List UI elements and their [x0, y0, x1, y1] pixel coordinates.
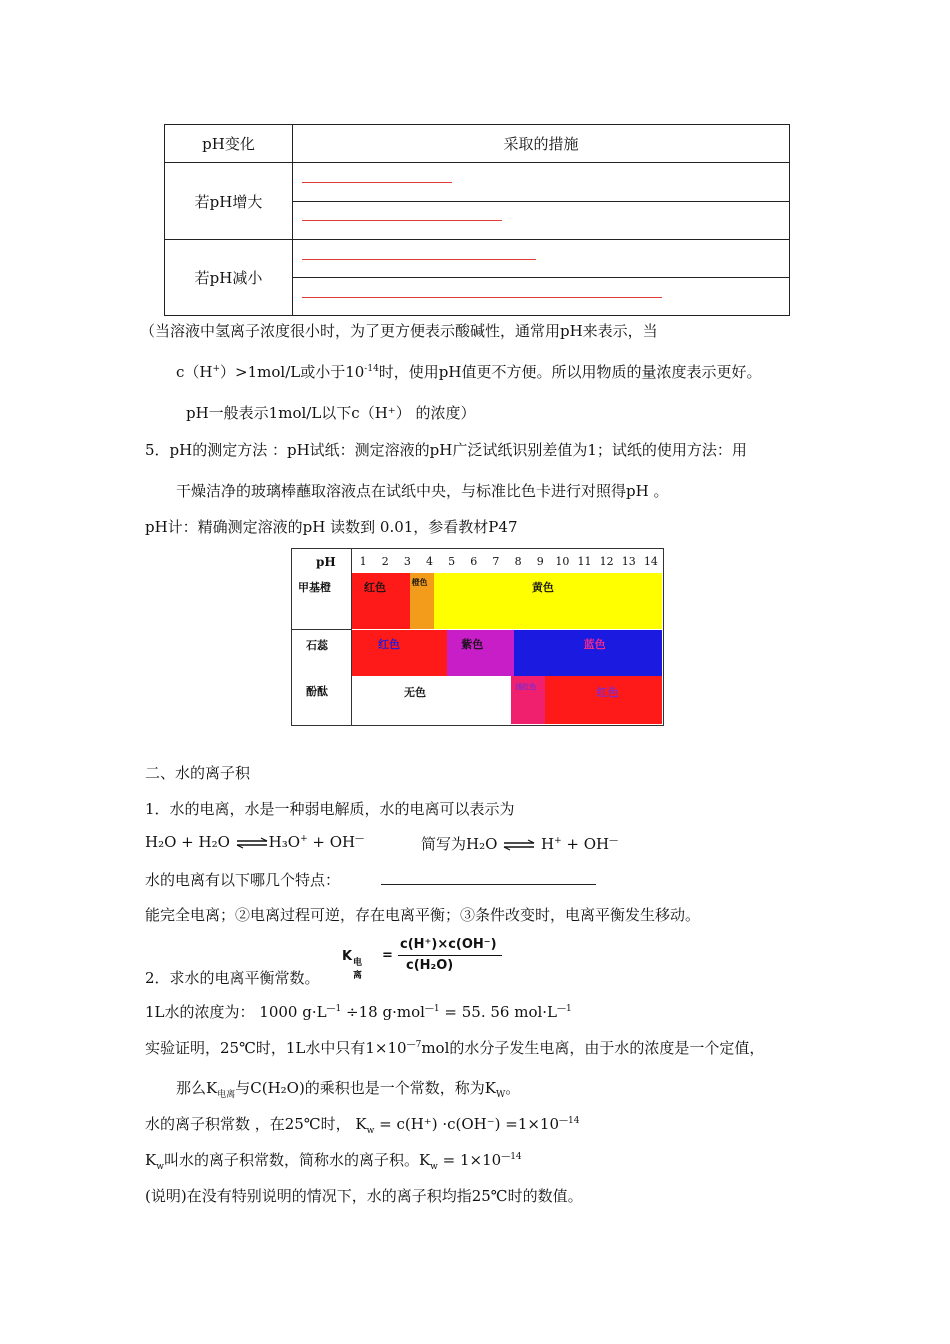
ph-tick-label: 12 [599, 555, 614, 568]
methyl-orange-red-band: 红色 [352, 573, 410, 629]
methyl-orange-orange-band: 橙色 [410, 573, 434, 629]
paragraph: pH计：精确测定溶液的pH 读数到 0.01，参看教材P47 [145, 518, 518, 536]
paragraph: $K_w$叫水的离子积常数，简称水的离子积。$K_w = 1\times 10^{—14}$ [145, 1151, 522, 1172]
ph-tick-label: 1 [359, 555, 367, 568]
ph-tick-label: 7 [492, 555, 500, 568]
ph-tick-label: 3 [403, 555, 411, 568]
paragraph: 那么$K_{电离}$与C(H₂O)的乘积也是一个常数，称为$K_W$。 [176, 1079, 521, 1100]
equation-full: H₂O + H₂O H₃O+ + OH— [145, 833, 365, 851]
divider [292, 629, 352, 630]
table-header-ph-change: pH变化 [165, 125, 293, 163]
ph-tick-label: 4 [426, 555, 433, 568]
ph-tick-label: 9 [536, 555, 544, 568]
paragraph: 干燥洁净的玻璃棒蘸取溶液点在试纸中央，与标准比色卡进行对照得pH 。 [176, 482, 669, 500]
paragraph: 1．水的电离，水是一种弱电解质，水的电离可以表示为 [145, 800, 515, 818]
litmus-purple-band: 紫色 [447, 630, 513, 676]
ph-tick-label: 6 [470, 555, 478, 568]
litmus-blue-band: 蓝色 [514, 630, 662, 676]
indicator-color-chart [291, 548, 664, 726]
indicator-methyl-orange: 甲基橙 [298, 581, 331, 594]
paragraph: 2．求水的电离平衡常数。 [145, 969, 320, 987]
paragraph: 水的离子积常数 ，在25℃时， $K_w = c(H^+) \cdot c(OH^-) =1\times 10^{—14}$ [145, 1115, 580, 1136]
paragraph: 实验证明，25℃时，1L水中只有$1\times 10^{—7}mol$的水分子发生电离，由于水的浓度是一个定值， [145, 1039, 765, 1057]
paragraph: c（H+）>1mol/L或小于$10^{-14}$时，使用pH值更不方便。所以用物质的量浓度表示更好。 [176, 363, 762, 381]
paragraph: 水的电离有以下哪几个特点： [145, 871, 341, 889]
answer-line [302, 259, 536, 260]
ph-tick-label: 2 [381, 555, 389, 568]
equation-short: 简写为H₂O H+ + OH— [421, 835, 619, 853]
answer-line [302, 220, 502, 221]
section-title: 二、水的离子积 [145, 764, 251, 782]
ph-tick-label: 8 [514, 555, 522, 568]
ph-tick-label: 11 [577, 555, 592, 568]
table-header-measures: 采取的措施 [293, 125, 790, 163]
paragraph: (说明)在没有特别说明的情况下，水的离子积均指25℃时的数值。 [145, 1187, 583, 1205]
indicator-litmus: 石蕊 [306, 639, 328, 652]
paragraph: （当溶液中氢离子浓度很小时，为了更方便表示酸碱性，通常用pH来表示，当 [140, 322, 658, 340]
phenolphthalein-pink-band: 浅红色 [511, 676, 544, 724]
equilibrium-arrow-icon [502, 839, 536, 851]
ph-tick-label: 13 [621, 555, 636, 568]
phenolphthalein-colorless-band: 无色 [352, 676, 511, 724]
ph-axis-label: pH [316, 555, 336, 569]
answer-line [302, 297, 662, 298]
ph-tick-label: 10 [555, 555, 570, 568]
paragraph: 5．pH的测定方法 ：pH试纸：测定溶液的pH广泛试纸识别差值为1；试纸的使用方法：用 [145, 441, 747, 459]
answer-line [381, 884, 596, 885]
paragraph: 能完全电离；②电离过程可逆，存在电离平衡；③条件改变时，电离平衡发生移动。 [145, 906, 701, 924]
methyl-orange-yellow-band: 黄色 [434, 573, 662, 629]
litmus-red-band: 红色 [352, 630, 447, 676]
ph-tick-label: 5 [448, 555, 456, 568]
paragraph: pH一般表示1mol/L以下c（H⁺） 的浓度） [186, 404, 476, 422]
phenolphthalein-red-band: 红色 [545, 676, 662, 724]
indicator-phenolphthalein: 酚酞 [306, 685, 328, 698]
paragraph: 1L水的浓度为： 1000 $g\cdot L^{—1} \div 18$ g·mol$^{—1}$ = 55. 56 $mol\cdot L^{—1}$ [145, 1003, 572, 1021]
table-row-ph-decrease: 若pH减小 [165, 240, 293, 316]
answer-line [302, 182, 452, 183]
equilibrium-arrow-icon [235, 837, 269, 849]
ph-tick-label: 14 [643, 555, 658, 568]
table-row-ph-increase: 若pH增大 [165, 163, 293, 240]
